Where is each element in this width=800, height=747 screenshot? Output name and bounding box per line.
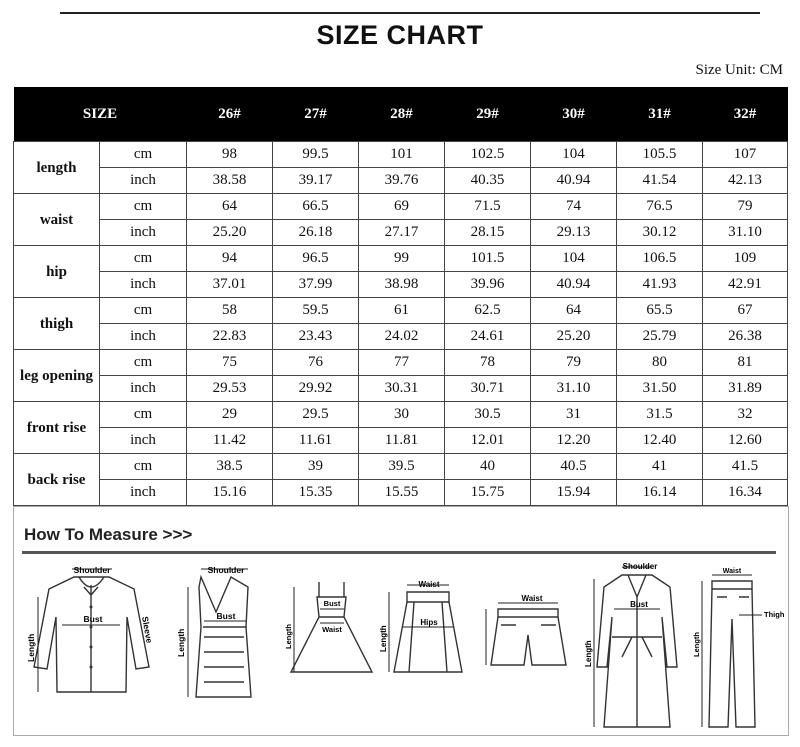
value-cell: 28.15: [445, 220, 531, 246]
tank-shoulder-label: Shoulder: [207, 565, 245, 575]
value-cell: 31.10: [531, 376, 617, 402]
table-row: [14, 402, 788, 428]
value-cell: 38.98: [359, 272, 445, 298]
measurement-name: front rise: [14, 402, 100, 454]
unit-cell: cm: [100, 194, 187, 220]
value-cell: 12.20: [531, 428, 617, 454]
unit-cell: cm: [100, 402, 187, 428]
tank-length-label: Length: [176, 628, 186, 657]
value-cell: 41: [617, 454, 703, 480]
value-cell: 99: [359, 246, 445, 272]
value-cell: 29: [187, 402, 273, 428]
value-cell: 26.38: [703, 324, 788, 350]
title-rule: [60, 12, 760, 14]
value-cell: 40.94: [531, 272, 617, 298]
unit-cell: cm: [100, 298, 187, 324]
value-cell: 15.16: [187, 480, 273, 506]
skirt-waist-label: Waist: [418, 580, 440, 589]
unit-cell: inch: [100, 220, 187, 246]
value-cell: 16.34: [703, 480, 788, 506]
unit-cell: inch: [100, 480, 187, 506]
value-cell: 15.94: [531, 480, 617, 506]
garment-figures: [14, 557, 788, 732]
size-column-header: 26#: [187, 87, 273, 142]
value-cell: 12.40: [617, 428, 703, 454]
dress-bust-label: Bust: [323, 599, 341, 608]
value-cell: 29.13: [531, 220, 617, 246]
value-cell: 39.5: [359, 454, 445, 480]
value-cell: 23.43: [273, 324, 359, 350]
value-cell: 25.20: [531, 324, 617, 350]
value-cell: 31.50: [617, 376, 703, 402]
jeans-length-label: Length: [692, 632, 701, 657]
value-cell: 24.61: [445, 324, 531, 350]
value-cell: 101.5: [445, 246, 531, 272]
value-cell: 12.01: [445, 428, 531, 454]
value-cell: 15.75: [445, 480, 531, 506]
value-cell: 69: [359, 194, 445, 220]
measurement-name: length: [14, 142, 100, 194]
value-cell: 24.02: [359, 324, 445, 350]
value-cell: 105.5: [617, 142, 703, 168]
shorts-figure: [476, 557, 581, 732]
blouse-bust-label: Bust: [83, 614, 103, 624]
dress-length-label: Length: [284, 624, 293, 649]
table-row: [14, 220, 788, 246]
value-cell: 25.79: [617, 324, 703, 350]
blouse-sleeve-label: Sleeve: [140, 615, 155, 644]
value-cell: 25.20: [187, 220, 273, 246]
value-cell: 39.76: [359, 168, 445, 194]
table-row: [14, 480, 788, 506]
table-row: [14, 428, 788, 454]
value-cell: 11.61: [273, 428, 359, 454]
value-cell: 67: [703, 298, 788, 324]
value-cell: 40: [445, 454, 531, 480]
unit-cell: cm: [100, 142, 187, 168]
value-cell: 31.10: [703, 220, 788, 246]
size-corner-label: SIZE: [14, 87, 187, 142]
value-cell: 58: [187, 298, 273, 324]
table-row: [14, 454, 788, 480]
value-cell: 42.13: [703, 168, 788, 194]
value-cell: 30.71: [445, 376, 531, 402]
value-cell: 61: [359, 298, 445, 324]
table-row: [14, 194, 788, 220]
value-cell: 101: [359, 142, 445, 168]
value-cell: 16.14: [617, 480, 703, 506]
coat-length-label: Length: [584, 640, 593, 667]
value-cell: 41.93: [617, 272, 703, 298]
value-cell: 15.35: [273, 480, 359, 506]
value-cell: 66.5: [273, 194, 359, 220]
value-cell: 99.5: [273, 142, 359, 168]
table-row: [14, 246, 788, 272]
coat-figure: [582, 557, 692, 732]
value-cell: 76: [273, 350, 359, 376]
size-chart-table: [13, 87, 788, 506]
value-cell: 75: [187, 350, 273, 376]
value-cell: 76.5: [617, 194, 703, 220]
size-header: [14, 87, 788, 142]
value-cell: 30.12: [617, 220, 703, 246]
size-column-header: 31#: [617, 87, 703, 142]
value-cell: 39.17: [273, 168, 359, 194]
measurement-name: waist: [14, 194, 100, 246]
value-cell: 22.83: [187, 324, 273, 350]
value-cell: 15.55: [359, 480, 445, 506]
value-cell: 40.94: [531, 168, 617, 194]
table-row: [14, 272, 788, 298]
value-cell: 104: [531, 142, 617, 168]
value-cell: 79: [703, 194, 788, 220]
value-cell: 31.5: [617, 402, 703, 428]
value-cell: 77: [359, 350, 445, 376]
measurement-name: back rise: [14, 454, 100, 506]
value-cell: 102.5: [445, 142, 531, 168]
value-cell: 109: [703, 246, 788, 272]
value-cell: 41.5: [703, 454, 788, 480]
value-cell: 59.5: [273, 298, 359, 324]
value-cell: 29.53: [187, 376, 273, 402]
unit-cell: inch: [100, 272, 187, 298]
value-cell: 31: [531, 402, 617, 428]
measurement-name: thigh: [14, 298, 100, 350]
coat-shoulder-label: Shoulder: [622, 562, 658, 571]
coat-bust-label: Bust: [630, 600, 648, 609]
value-cell: 78: [445, 350, 531, 376]
unit-cell: inch: [100, 324, 187, 350]
value-cell: 38.5: [187, 454, 273, 480]
value-cell: 40.35: [445, 168, 531, 194]
value-cell: 40.5: [531, 454, 617, 480]
value-cell: 104: [531, 246, 617, 272]
value-cell: 11.81: [359, 428, 445, 454]
table-row: [14, 350, 788, 376]
skirt-length-label: Length: [379, 625, 388, 652]
value-cell: 30.5: [445, 402, 531, 428]
value-cell: 31.89: [703, 376, 788, 402]
size-column-header: 27#: [273, 87, 359, 142]
value-cell: 30.31: [359, 376, 445, 402]
value-cell: 64: [531, 298, 617, 324]
skirt-hips-label: Hips: [420, 618, 438, 627]
value-cell: 30: [359, 402, 445, 428]
table-row: [14, 298, 788, 324]
value-cell: 62.5: [445, 298, 531, 324]
jeans-waist-label: Waist: [722, 568, 742, 575]
unit-cell: cm: [100, 246, 187, 272]
measurement-name: hip: [14, 246, 100, 298]
blouse-shoulder-label: Shoulder: [73, 565, 111, 575]
page-title: SIZE CHART: [316, 20, 484, 50]
tank-bust-label: Bust: [216, 611, 236, 621]
value-cell: 29.5: [273, 402, 359, 428]
size-table-body: [14, 142, 788, 506]
blouse-length-label: Length: [26, 633, 36, 662]
value-cell: 79: [531, 350, 617, 376]
value-cell: 106.5: [617, 246, 703, 272]
value-cell: 64: [187, 194, 273, 220]
dress-figure: [284, 557, 379, 732]
table-row: [14, 324, 788, 350]
measurement-name: leg opening: [14, 350, 100, 402]
size-unit-label: Size Unit: CM: [695, 62, 783, 78]
table-row: [14, 376, 788, 402]
jeans-figure: [684, 557, 784, 732]
value-cell: 12.60: [703, 428, 788, 454]
value-cell: 71.5: [445, 194, 531, 220]
value-cell: 74: [531, 194, 617, 220]
value-cell: 94: [187, 246, 273, 272]
size-column-header: 28#: [359, 87, 445, 142]
table-row: [14, 142, 788, 168]
value-cell: 65.5: [617, 298, 703, 324]
unit-cell: cm: [100, 454, 187, 480]
size-column-header: 30#: [531, 87, 617, 142]
dress-waist-label: Waist: [322, 625, 342, 634]
value-cell: 41.54: [617, 168, 703, 194]
size-column-header: 32#: [703, 87, 788, 142]
value-cell: 39.96: [445, 272, 531, 298]
value-cell: 26.18: [273, 220, 359, 246]
value-cell: 80: [617, 350, 703, 376]
value-cell: 37.99: [273, 272, 359, 298]
blouse-figure: [24, 557, 159, 732]
skirt-figure: [374, 557, 474, 732]
value-cell: 37.01: [187, 272, 273, 298]
value-cell: 29.92: [273, 376, 359, 402]
value-cell: 11.42: [187, 428, 273, 454]
jeans-thigh-label: Thigh: [764, 610, 784, 619]
unit-cell: cm: [100, 350, 187, 376]
value-cell: 98: [187, 142, 273, 168]
value-cell: 38.58: [187, 168, 273, 194]
how-to-measure-title: How To Measure >>>: [24, 525, 193, 544]
how-to-measure-rule: [22, 551, 776, 554]
value-cell: 39: [273, 454, 359, 480]
unit-cell: inch: [100, 376, 187, 402]
value-cell: 27.17: [359, 220, 445, 246]
value-cell: 96.5: [273, 246, 359, 272]
value-cell: 32: [703, 402, 788, 428]
shorts-waist-label: Waist: [521, 594, 543, 603]
unit-cell: inch: [100, 428, 187, 454]
value-cell: 107: [703, 142, 788, 168]
size-column-header: 29#: [445, 87, 531, 142]
value-cell: 42.91: [703, 272, 788, 298]
value-cell: 81: [703, 350, 788, 376]
how-to-measure-panel: [13, 506, 789, 736]
table-row: [14, 168, 788, 194]
unit-cell: inch: [100, 168, 187, 194]
tank-top-figure: [166, 557, 281, 732]
